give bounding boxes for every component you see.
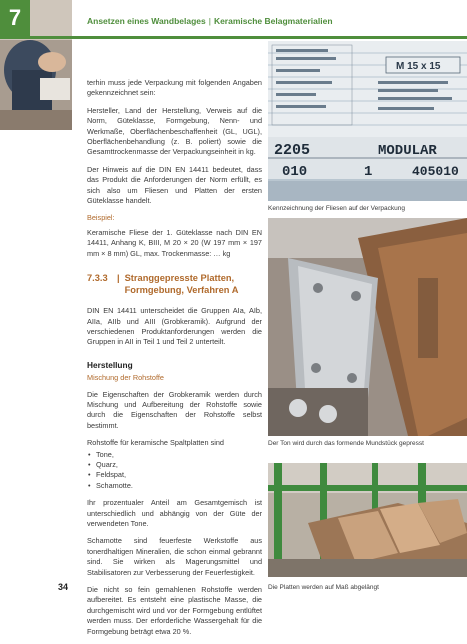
main-text-column <box>87 78 262 644</box>
running-header <box>87 16 333 26</box>
paragraph: Hersteller, Land der Herstellung, Verweis auf die Norm, Güteklasse, Formgebung, Nenn- und Werkmaße, Oberflächenbeschaffenheit (GL, UGL), Oberflächenbehandlung (z. B. poliert) sowie die Gesamttrockenmasse der Verpackungseinheit in kg. <box>87 105 262 157</box>
label-word-text: MODULAR <box>378 143 437 159</box>
paragraph: Die nicht so fein gemahlenen Rohstoffe werden aufbereitet. Es entsteht eine plastische Masse, die durchgemischt wird und vor der Formgebung entlüftet werden muss. Der erforderliche Wassergehalt für die Formgebung beträgt etwa 20 %. <box>87 585 262 636</box>
section-number: 7.3.3 <box>87 273 108 284</box>
packaging-label-photo <box>268 41 467 201</box>
paragraph: Ihr prozentualer Anteil am Gesamtgemisch ist unterschiedlich und abhängig von der Güte der verwendeten Tone. <box>87 498 262 528</box>
paragraph: Rohstoffe für keramische Spaltplatten sind <box>87 438 224 448</box>
list-item: • Schamotte. <box>87 481 262 491</box>
example-label: Beispiel: <box>87 213 115 223</box>
extrusion-press-photo <box>268 218 467 436</box>
figure-caption: Die Platten werden auf Maß abgelängt <box>268 584 379 591</box>
header-separator: | <box>208 16 211 26</box>
header-rule <box>0 36 467 39</box>
subsubheading: Mischung der Rohstoffe <box>87 373 164 383</box>
page-number: 34 <box>58 582 69 592</box>
paragraph: Der Hinweis auf die DIN EN 14411 bedeutet, dass das Produkt die Anforderungen der Norm erfüllt, es sich also um Fliesen und Platten der ersten Güteklasse handelt. <box>87 164 262 206</box>
chapter-number-badge: 7 <box>0 0 30 36</box>
subheading: Herstellung <box>87 359 133 370</box>
paragraph: Die Eigenschaften der Grobkeramik werden durch Mischung und Aufbereitung der Rohstoffe sowie durch die Eigenschaften der Rohstoffe selbst bestimmt. <box>87 389 262 430</box>
label-size-text: M 15 x 15 <box>396 61 441 72</box>
cutting-photo <box>268 463 467 577</box>
figure-caption: Der Ton wird durch das formende Mundstück gepresst <box>268 440 424 447</box>
label-code-text: 1 <box>364 164 373 180</box>
paragraph: terhin muss jede Verpackung mit folgenden Angaben gekennzeichnet sein: <box>87 78 262 98</box>
list-item: • Feldspat, <box>87 470 262 480</box>
list-item: • Tone, <box>87 450 262 460</box>
section-bar: | <box>117 273 120 284</box>
header-title-right: Keramische Belagmaterialien <box>213 16 333 26</box>
label-code-text: 010 <box>282 164 308 180</box>
label-code-text: 2205 <box>274 142 311 159</box>
paragraph: DIN EN 14411 unterscheidet die Gruppen AIa, AIb, AIIa, AIIb und AIII (Grobkeramik). Aufgrund der verschiedenen Produktanforderungen werden die Gruppen in AII in Teil 1 und Teil 2 unterteilt. <box>87 306 262 347</box>
example-text: Keramische Fliese der 1. Güteklasse nach DIN EN 14411, Anhang K, BIII, M 20 × 20 (W 197 mm × 197 mm × 8 mm) GL, max. Trockenmasse: … kg <box>87 227 262 258</box>
raw-materials-list <box>87 450 262 492</box>
header-title-left: Ansetzen eines Wandbelages <box>87 16 206 26</box>
section-heading <box>87 273 262 296</box>
section-title: Stranggepresste Platten, Formgebung, Verfahren A <box>124 273 239 295</box>
paragraph: Schamotte sind feuerfeste Werkstoffe aus tonerdhaltigen Mineralien, die schon einmal gebrannt sind. Sie wirken als Magerungsmittel und Stabilisatoren zur Verbesserung der Feuerfestigkeit. <box>87 536 262 577</box>
label-code-text: 405010 <box>412 164 459 179</box>
figure-caption: Kennzeichnung der Fliesen auf der Verpackung <box>268 205 405 212</box>
list-item: • Quarz, <box>87 460 262 470</box>
